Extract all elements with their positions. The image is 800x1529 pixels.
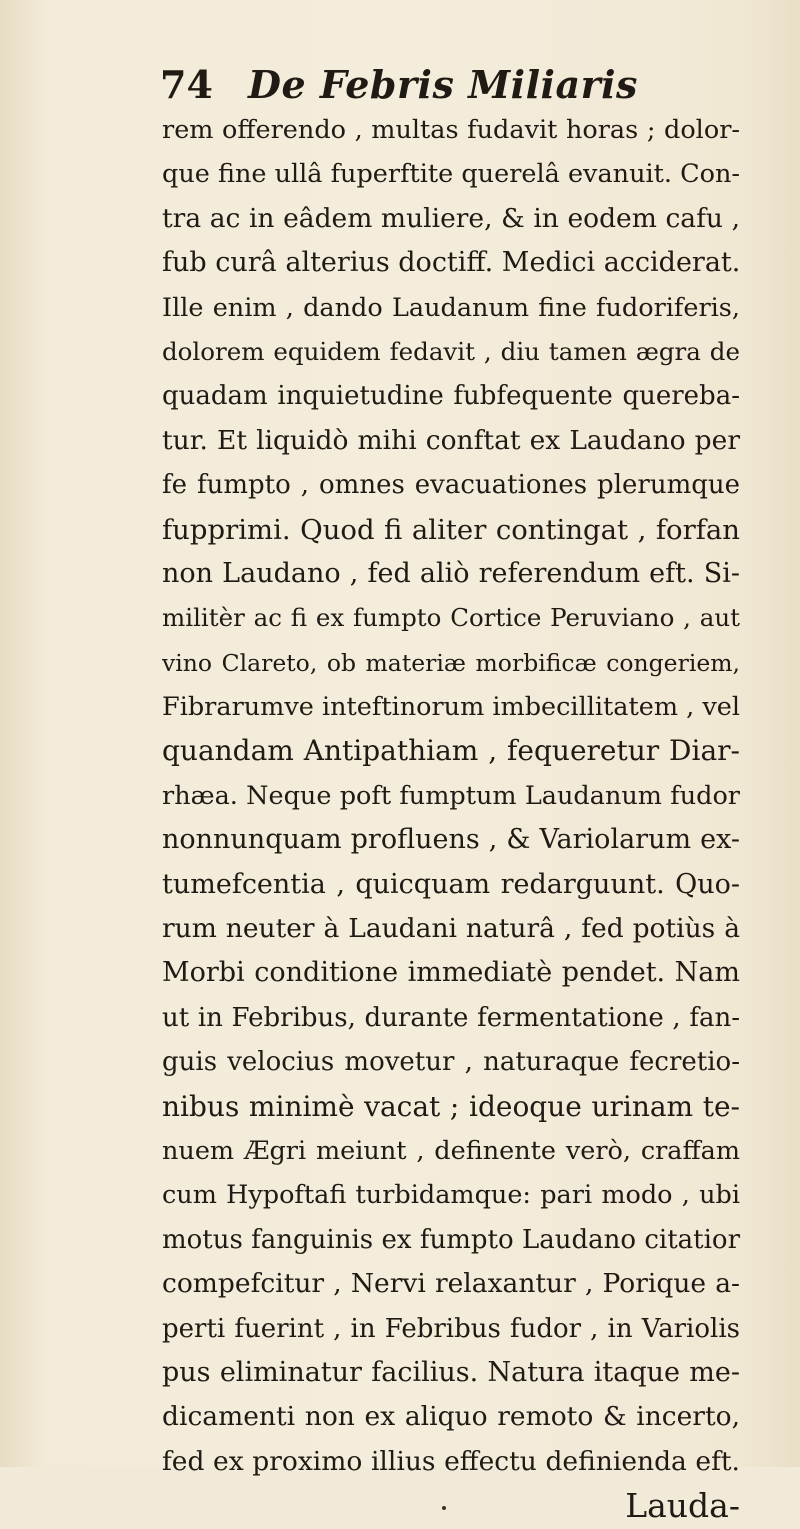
text-line: Fibrarumve inteftinorum imbecillitatem , vel bbox=[162, 692, 740, 723]
text-line: tumefcentia , quicquam redarguunt. Quo- bbox=[162, 868, 740, 900]
text-line: Morbi conditione immediatè pendet. Nam bbox=[162, 957, 740, 989]
text-line: tra ac in eâdem muliere, & in eodem cafu , bbox=[162, 202, 740, 234]
text-line: dolorem equidem fedavit , diu tamen ægra de bbox=[162, 336, 740, 366]
page-header bbox=[160, 60, 720, 110]
text-line: fub curâ alterius doctiff. Medici acciderat. bbox=[162, 247, 741, 279]
text-line: fed ex proximo illius effectu definienda eft. bbox=[162, 1445, 740, 1477]
text-line: nuem Ægri meiunt , definente verò, craffam bbox=[162, 1135, 740, 1166]
text-line: compefcitur , Nervi relaxantur , Porique a- bbox=[162, 1268, 740, 1300]
text-line: quandam Antipathiam , fequeretur Diar- bbox=[162, 734, 740, 768]
text-line: fe fumpto , omnes evacuationes plerumque bbox=[162, 470, 740, 501]
text-line: perti fuerint , in Febribus fudor , in Variolis bbox=[162, 1313, 740, 1344]
text-line: rum neuter à Laudani naturâ , fed potiùs à bbox=[162, 913, 740, 945]
text-line: fupprimi. Quod fi aliter contingat , forfan bbox=[162, 513, 740, 546]
text-line: cum Hypoftafi turbidamque: pari modo , ubi bbox=[162, 1180, 740, 1211]
text-line: nonnunquam profluens , & Variolarum ex- bbox=[162, 824, 740, 856]
text-line: nibus minimè vacat ; ideoque urinam te- bbox=[162, 1089, 740, 1123]
text-line: rem offerendo , multas fudavit horas ; dolor- bbox=[162, 115, 740, 145]
text-line: Ille enim , dando Laudanum fine fudoriferis, bbox=[162, 292, 740, 323]
text-line: motus fanguinis ex fumpto Laudano citatior bbox=[162, 1224, 740, 1255]
page-number: 74 bbox=[160, 62, 213, 107]
catchword-row bbox=[162, 1484, 740, 1528]
text-line: dicamenti non ex aliquo remoto & incerto, bbox=[162, 1401, 740, 1433]
text-line: rhæa. Neque poft fumptum Laudanum fudor bbox=[162, 780, 740, 811]
ink-dot bbox=[442, 1506, 446, 1510]
text-line: militèr ac fi ex fumpto Cortice Peruviano , aut bbox=[162, 603, 740, 633]
running-title: De Febris Miliaris bbox=[248, 62, 638, 107]
catchword: Lauda- bbox=[625, 1486, 740, 1526]
text-line: quadam inquietudine fubfequente quereba- bbox=[162, 381, 740, 412]
text-line: non Laudano , fed aliò referendum eft. Si- bbox=[162, 557, 740, 589]
text-line: ut in Febribus, durante fermentatione , fan- bbox=[162, 1002, 740, 1033]
text-line: vino Clareto, ob materiæ morbificæ congeriem, bbox=[162, 648, 740, 677]
text-line: tur. Et liquidò mihi conftat ex Laudano per bbox=[162, 424, 740, 456]
body-text bbox=[162, 108, 740, 1529]
text-line: guis velocius movetur , naturaque fecretio- bbox=[162, 1047, 740, 1078]
text-line: pus eliminatur facilius. Natura itaque me- bbox=[162, 1356, 740, 1388]
text-line: que fine ullâ fuperftite querelâ evanuit. Con- bbox=[162, 159, 741, 190]
